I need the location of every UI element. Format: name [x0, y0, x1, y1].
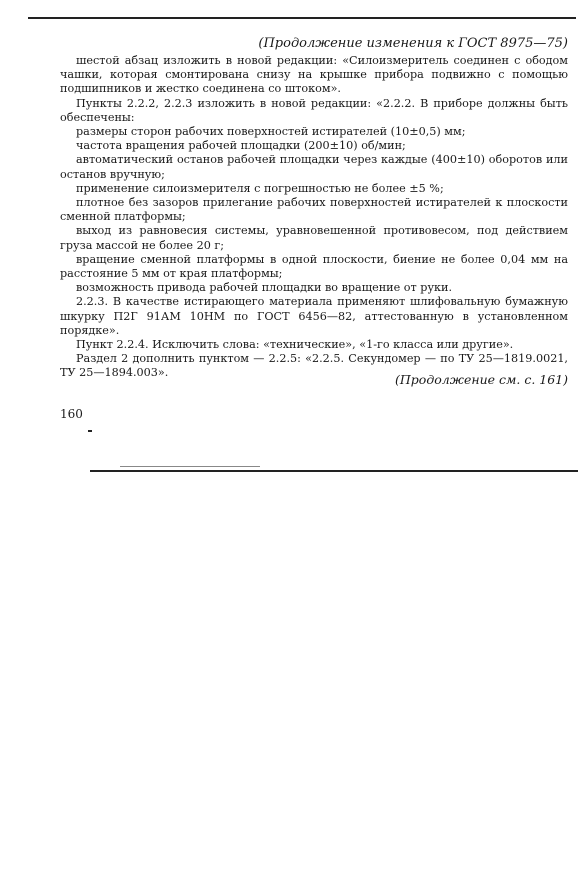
paragraph-2-2-4: Пункт 2.2.4. Исключить слова: «технические», «1-го класса или другие».: [76, 338, 514, 352]
document-body: [60, 54, 568, 381]
paragraph-tight-contact: плотное без зазоров прилегание рабочих поверхностей истирателей к плоскости сменной платформы;: [60, 196, 568, 224]
paragraph-section-2: Раздел 2 дополнить пунктом — 2.2.5: «2.2.5. Секундомер — по ТУ 25—1819.0021, ТУ 25—1894.003».: [60, 352, 568, 380]
continuation-header: (Продолжение изменения к ГОСТ 8975—75): [258, 36, 568, 51]
bottom-rule: [90, 470, 578, 472]
paragraph-force-meter: применение силоизмерителя с погрешностью не более ±5 %;: [76, 181, 444, 195]
page-number: 160: [60, 407, 83, 421]
bottom-rule-thin: [120, 466, 260, 467]
paragraph-2-2-3: 2.2.3. В качестве истирающего материала применяют шлифовальную бумажную шкурку П2Г 91АМ 10НМ по ГОСТ 6456—82, аттестованную в установленном порядке».: [60, 295, 568, 337]
paragraph-auto-stop: автоматический останов рабочей площадки через каждые (400±10) оборотов или останов вручную;: [60, 153, 568, 181]
paragraph-points-2-2-2: Пункты 2.2.2, 2.2.3 изложить в новой редакции: «2.2.2. В приборе должны быть обеспечены:: [60, 96, 568, 124]
paragraph-sizes: размеры сторон рабочих поверхностей истирателей (10±0,5) мм;: [76, 125, 466, 139]
continued-note: (Продолжение см. с. 161): [395, 372, 568, 387]
top-rule: [28, 17, 576, 19]
print-speck: [88, 430, 92, 432]
paragraph-equilibrium: выход из равновесия системы, уравновешенной противовесом, под действием груза массой не более 20 г;: [60, 224, 568, 252]
paragraph-rotation-frequency: частота вращения рабочей площадки (200±10) об/мин;: [76, 139, 406, 153]
paragraph-platform-rotation: вращение сменной платформы в одной плоскости, биение не более 0,04 мм на расстояние 5 мм от края платформы;: [60, 252, 568, 281]
paragraph-sixth-abzac: шестой абзац изложить в новой редакции: «Силоизмеритель соединен с ободом чашки, которая смонтирована снизу на крышке прибора подвижно с помощью подшипников и жестко соединена со штоком».: [60, 54, 568, 96]
paragraph-manual-drive: возможность привода рабочей площадки во вращение от руки.: [76, 281, 453, 295]
